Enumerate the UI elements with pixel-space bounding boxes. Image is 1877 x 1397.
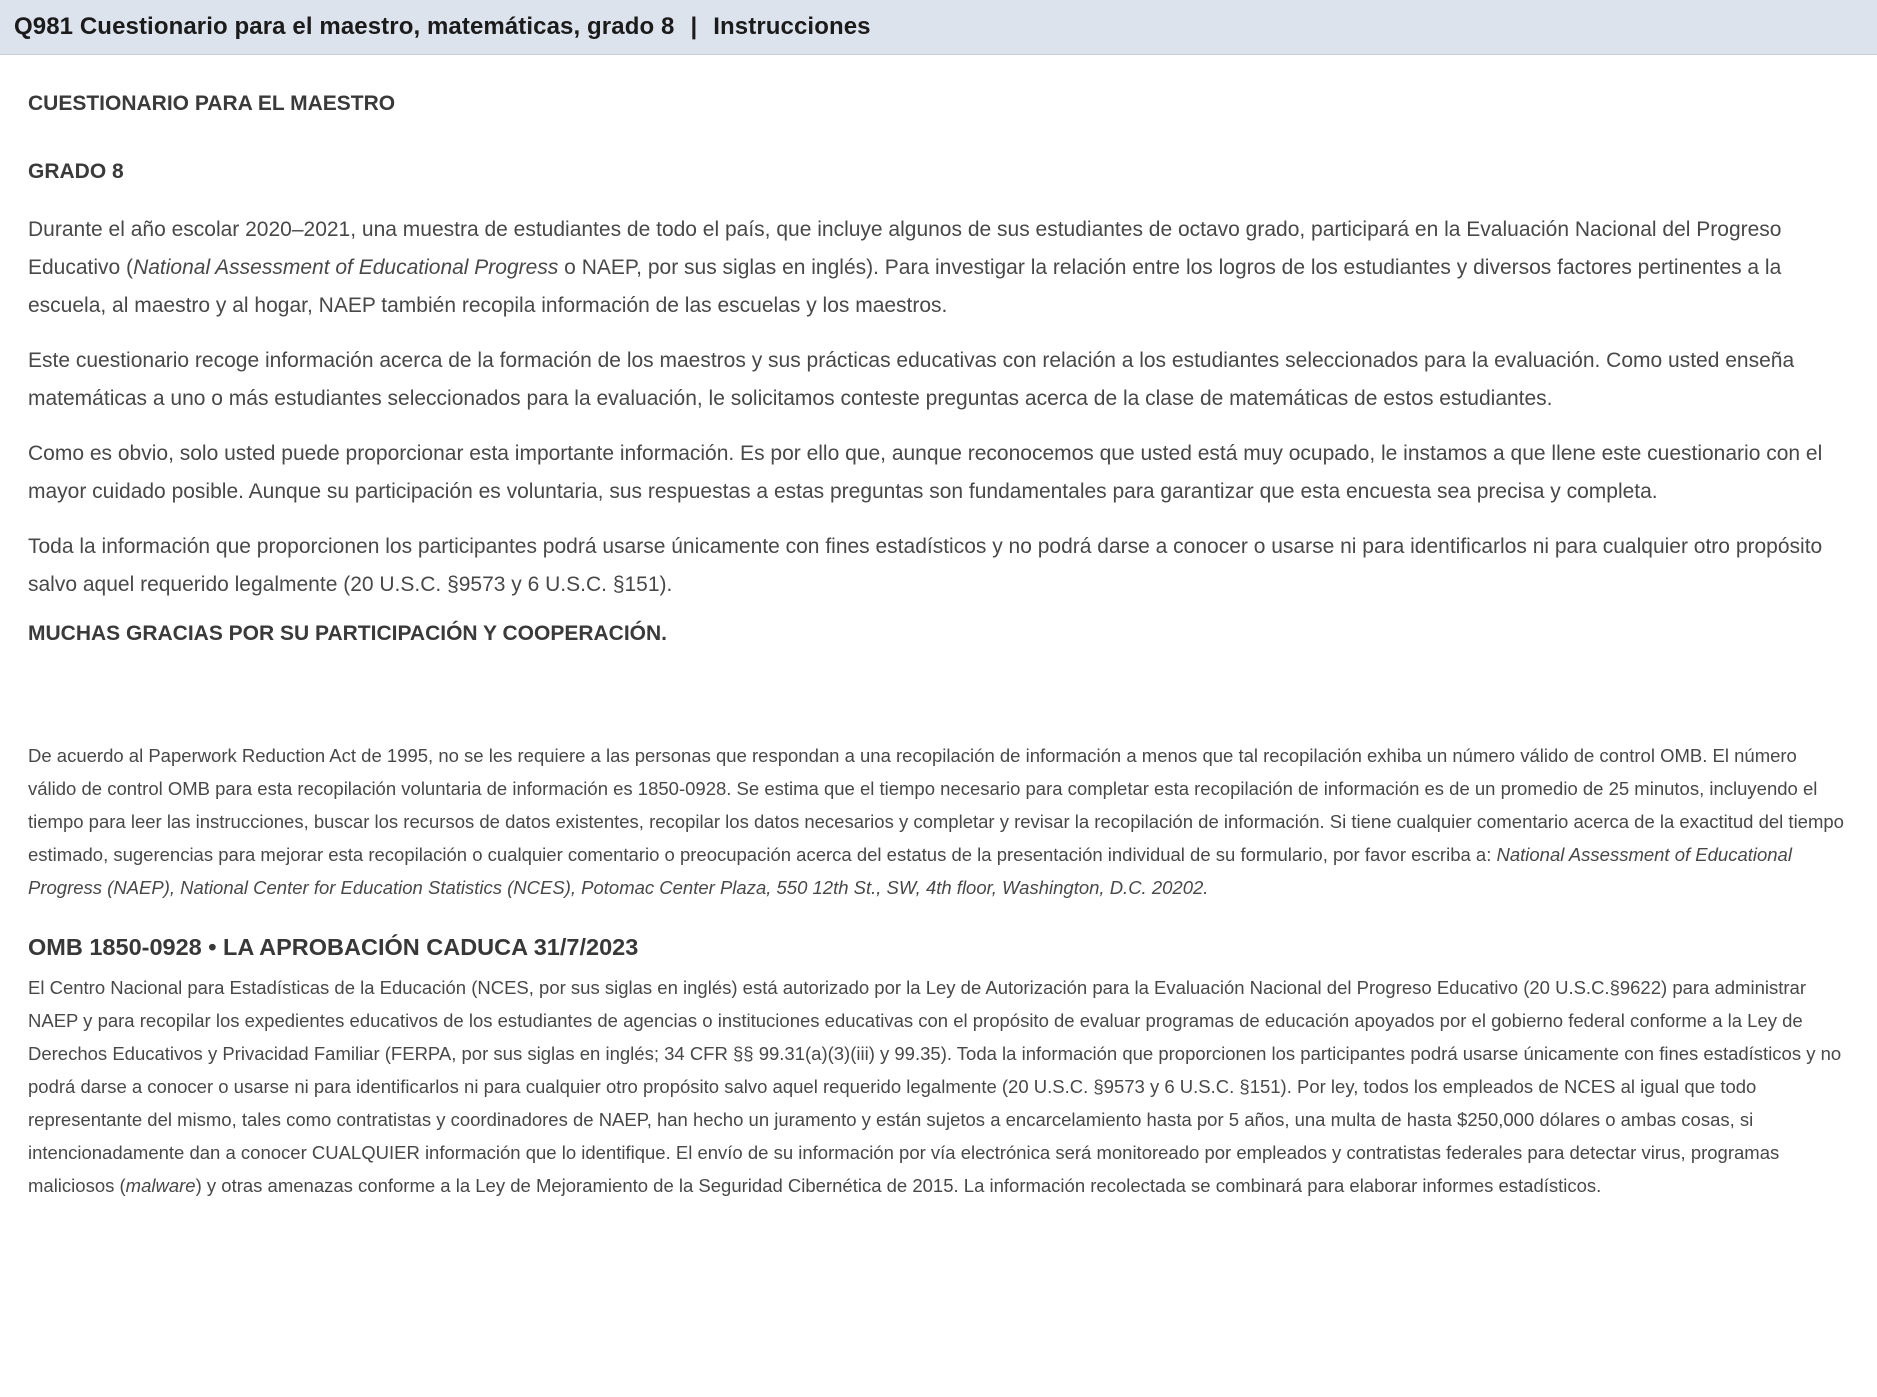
naep-address-italic: National Assessment of Educational Progress (NAEP), National Center for Education Statistics (NCES), Potomac Center Plaza, 550 12th St., SW, 4th floor, Washington, D.C. 20202. — [28, 844, 1792, 898]
heading-grade: GRADO 8 — [28, 160, 124, 183]
questionnaire-title-bar — [0, 0, 1877, 55]
heading-thanks: MUCHAS GRACIAS POR SU PARTICIPACIÓN Y COOPERACIÓN. — [28, 622, 668, 645]
paragraph-voluntary: Como es obvio, solo usted puede proporcionar esta importante información. Es por ello que, aunque reconocemos que usted está muy ocupado, le instamos a que llene este cuestionario con el mayor cuidado posible. Aunque su participación es voluntaria, sus respuestas a estas preguntas son fundamentales para garantizar que esta encuesta sea precisa y completa. — [28, 442, 1823, 503]
paragraph-paperwork-act — [28, 739, 1849, 904]
title-separator: | — [690, 13, 698, 40]
heading-omb-approval: OMB 1850-0928 • LA APROBACIÓN CADUCA 31/7/2023 — [28, 934, 639, 960]
instructions-content — [0, 55, 1877, 1202]
paragraph-confidentiality: Toda la información que proporcionen los participantes podrá usarse únicamente con fines estadísticos y no podrá darse a conocer o usarse ni para identificarlos ni para cualquier otro propósito salvo aquel requerido legalmente (20 U.S.C. §9573 y 6 U.S.C. §151). — [28, 535, 1823, 596]
paragraph-intro-text: Durante el año escolar 2020–2021, una muestra de estudiantes de todo el país, que incluye algunos de sus estudiantes de octavo grado, participará en la Evaluación Nacional del Progreso Educativo ( — [28, 218, 1782, 279]
paperwork-act-text: De acuerdo al Paperwork Reduction Act de 1995, no se les requiere a las personas que respondan a una recopilación de información a menos que tal recopilación exhiba un número válido de control OMB. El número válido de control OMB para esta recopilación voluntaria de información es 1850-0928. Se estima que el tiempo necesario para completar esta recopilación de información es de un promedio de 25 minutos, incluyendo el tiempo para leer las instrucciones, buscar los recursos de datos existentes, recopilar los datos necesarios y completar y revisar la recopilación de información. Si tiene cualquier comentario acerca de la exactitud del tiempo estimado, sugerencias para mejorar esta recopilación o cualquier comentario o preocupación acerca del estatus de la presentación individual de su formulario, por favor escriba a: — [28, 745, 1844, 865]
naep-program-name-italic: National Assessment of Educational Progress — [133, 256, 559, 279]
omb-legal-text: El Centro Nacional para Estadísticas de la Educación (NCES, por sus siglas en inglés) está autorizado por la Ley de Autorización para la Evaluación Nacional del Progreso Educativo (20 U.S.C.§9622) para administrar NAEP y para recopilar los expedientes educativos de los estudiantes de agencias o instituciones educativas con el propósito de evaluar programas de educación apoyados por el gobierno federal conforme a la Ley de Derechos Educativos y Privacidad Familiar (FERPA, por sus siglas en inglés; 34 CFR §§ 99.31(a)(3)(iii) y 99.35). Toda la información que proporcionen los participantes podrá usarse únicamente con fines estadísticos y no podrá darse a conocer o usarse ni para identificarlos ni para cualquier otro propósito salvo aquel requerido legalmente (20 U.S.C. §9573 y 6 U.S.C. §151). Por ley, todos los empleados de NCES al igual que todo representante del mismo, tales como contratistas y coordinadores de NAEP, han hecho un juramento y están sujetos a encarcelamiento hasta por 5 años, una multa de hasta $250,000 dólares o ambas cosas, si intencionadamente dan a conocer CUALQUIER información que lo identifique. El envío de su información por vía electrónica será monitoreado por empleados y contratistas federales para detectar virus, programas maliciosos ( — [28, 977, 1842, 1196]
section-label: Instrucciones — [713, 13, 871, 40]
paragraph-omb-legal — [28, 971, 1849, 1202]
paragraph-intro — [28, 211, 1849, 325]
malware-italic: malware — [125, 1175, 196, 1196]
paragraph-intro-text-after: o NAEP, por sus siglas en inglés). Para investigar la relación entre los logros de los estudiantes y diversos factores pertinentes a la escuela, al maestro y al hogar, NAEP también recopila información de las escuelas y los maestros. — [28, 256, 1782, 317]
questionnaire-title: Q981 Cuestionario para el maestro, matemáticas, grado 8 — [14, 13, 675, 40]
paragraph-purpose: Este cuestionario recoge información acerca de la formación de los maestros y sus prácticas educativas con relación a los estudiantes seleccionados para la evaluación. Como usted enseña matemáticas a uno o más estudiantes seleccionados para la evaluación, le solicitamos conteste preguntas acerca de la clase de matemáticas de estos estudiantes. — [28, 349, 1795, 410]
omb-legal-text-after: ) y otras amenazas conforme a la Ley de Mejoramiento de la Seguridad Cibernética de 2015. La información recolectada se combinará para elaborar informes estadísticos. — [195, 1175, 1602, 1196]
heading-questionnaire: CUESTIONARIO PARA EL MAESTRO — [28, 92, 396, 115]
